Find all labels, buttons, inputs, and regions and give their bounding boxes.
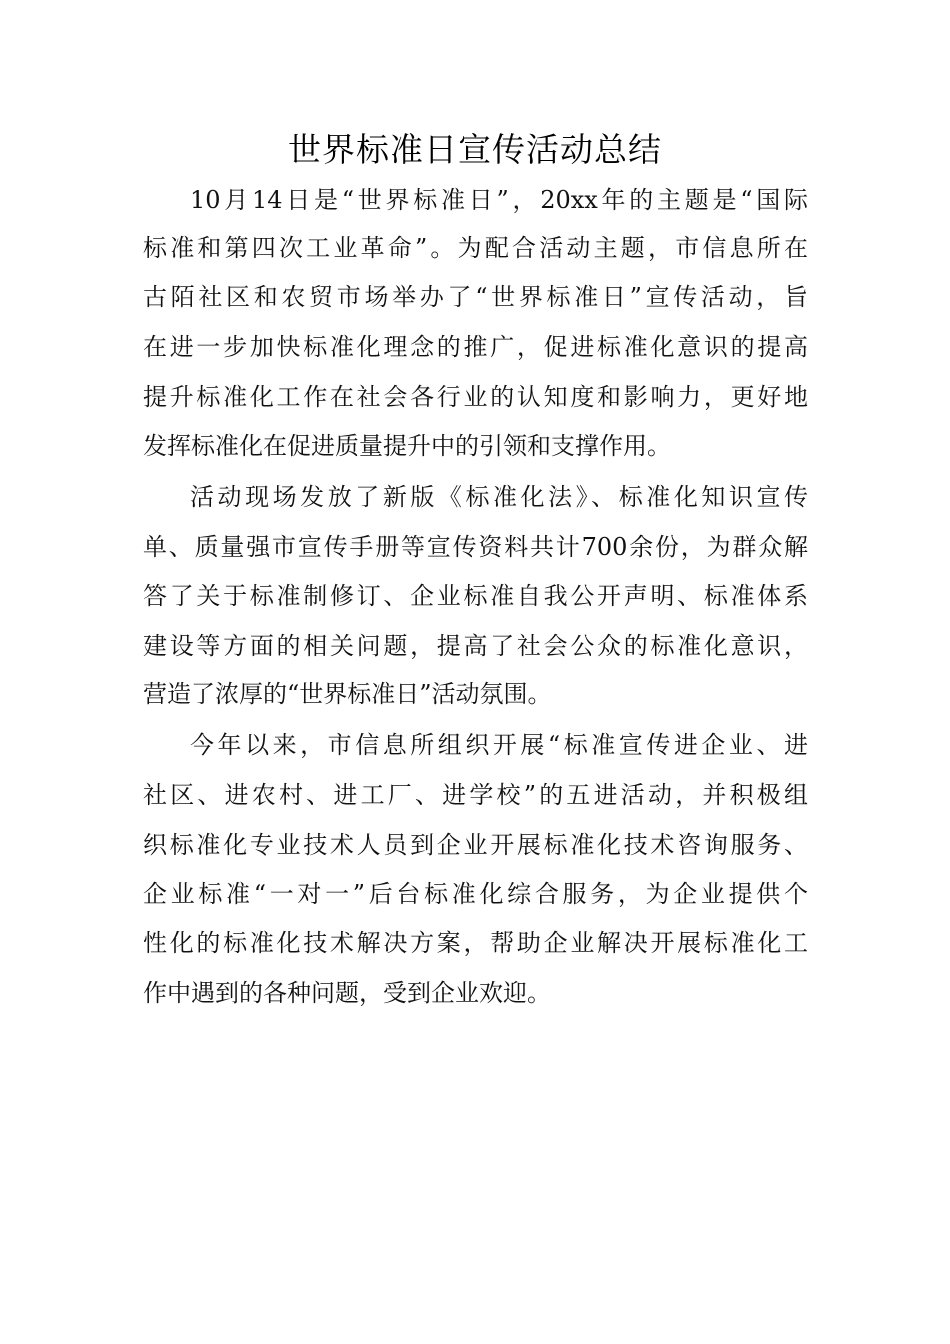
paragraph-1-line-3: 古陌社区和农贸市场举办了“世界标准日”宣传活动，旨 bbox=[143, 283, 808, 311]
paragraph-2-line-1: 活动现场发放了新版《标准化法》、标准化知识宣传 bbox=[190, 483, 808, 511]
paragraph-3-line-4: 企业标准“一对一”后台标准化综合服务，为企业提供个 bbox=[143, 880, 808, 908]
paragraph-2-line-3: 答了关于标准制修订、企业标准自我公开声明、标准体系 bbox=[143, 582, 808, 610]
paragraph-1-line-1: 10月14日是“世界标准日”，20xx年的主题是“国际 bbox=[190, 186, 808, 214]
paragraph-3-line-2: 社区、进农村、进工厂、进学校”的五进活动，并积极组 bbox=[143, 781, 808, 809]
paragraph-3-line-5: 性化的标准化技术解决方案，帮助企业解决开展标准化工 bbox=[143, 929, 808, 957]
paragraph-1-line-2: 标准和第四次工业革命”。为配合活动主题，市信息所在 bbox=[143, 234, 808, 262]
paragraph-2-line-4: 建设等方面的相关问题，提高了社会公众的标准化意识， bbox=[143, 632, 808, 660]
paragraph-2-line-5: 营造了浓厚的“世界标准日”活动氛围。 bbox=[143, 680, 552, 708]
paragraph-3-line-1: 今年以来，市信息所组织开展“标准宣传进企业、进 bbox=[190, 731, 808, 759]
paragraph-1-line-5: 提升标准化工作在社会各行业的认知度和影响力，更好地 bbox=[143, 383, 808, 411]
paragraph-3-line-6: 作中遇到的各种问题，受到企业欢迎。 bbox=[143, 979, 551, 1007]
paragraph-2-line-2: 单、质量强市宣传手册等宣传资料共计700余份，为群众解 bbox=[143, 533, 808, 561]
document-title: 世界标准日宣传活动总结 bbox=[288, 130, 662, 169]
paragraph-3-line-3: 织标准化专业技术人员到企业开展标准化技术咨询服务、 bbox=[143, 831, 808, 859]
paragraph-1-line-6: 发挥标准化在促进质量提升中的引领和支撑作用。 bbox=[143, 432, 671, 460]
paragraph-1-line-4: 在进一步加快标准化理念的推广，促进标准化意识的提高 bbox=[143, 333, 808, 361]
